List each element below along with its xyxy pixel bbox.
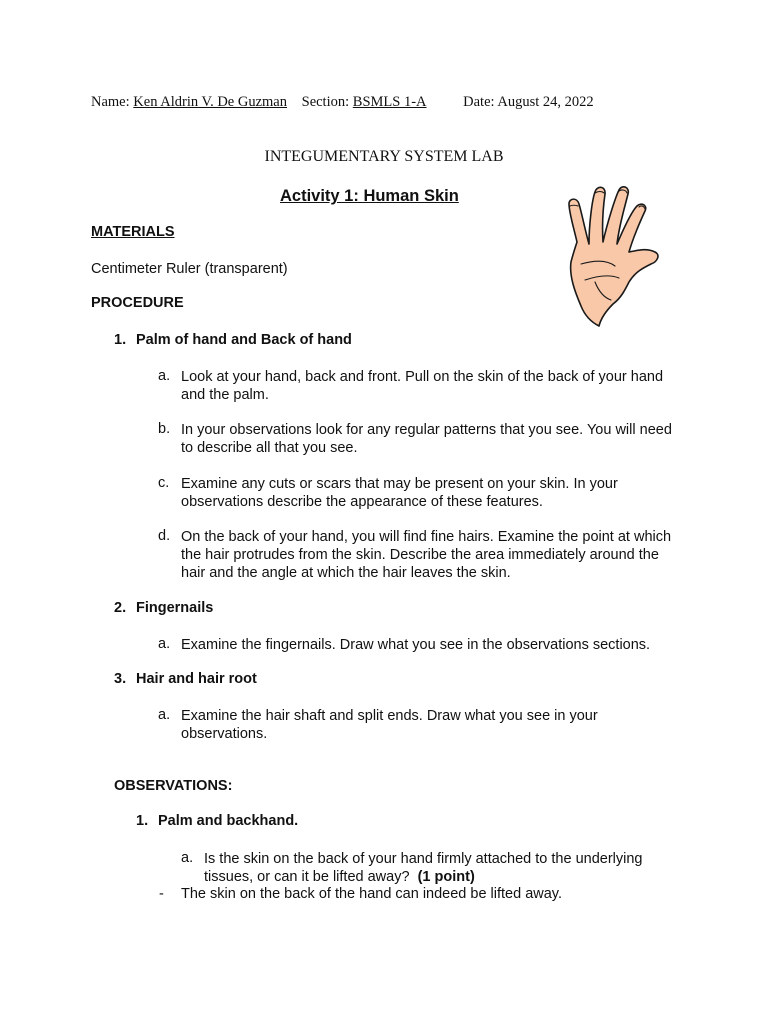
procedure-num-2: 2. [114,600,127,616]
question-letter: a. [181,850,194,866]
question-points: (1 point) [417,869,475,885]
observation-title-1: Palm and backhand. [158,813,299,829]
materials-item: Centimeter Ruler (transparent) [91,261,288,277]
name-label: Name: [91,94,130,110]
list-item: Examine any cuts or scars that may be present on your skin. In your observations describe the appearance of these features. [181,476,618,510]
activity-title: Activity 1: Human Skin [280,187,459,205]
observations-heading: OBSERVATIONS: [114,778,233,794]
procedure-num-1: 1. [114,332,127,348]
date-label: Date: August 24, 2022 [463,94,594,110]
list-item-letter: a. [158,368,171,384]
section-label: Section: [301,94,350,110]
list-item: In your observations look for any regular patterns that you see. You will need to describe all that you see. [181,422,672,456]
header-line [91,94,594,111]
observation-num-1: 1. [136,813,149,829]
name-value: Ken Aldrin V. De Guzman [133,94,287,110]
list-item-letter: a. [158,636,171,652]
question-text [204,850,674,886]
procedure-title-3: Hair and hair root [136,671,257,687]
answer-dash: - [159,886,164,902]
procedure-heading: PROCEDURE [91,295,184,311]
materials-heading: MATERIALS [91,224,175,240]
list-item: On the back of your hand, you will find fine hairs. Examine the point at which the hair protrudes from the skin. Describe the area immediately around the hair and the angle at which the hair leaves the skin. [181,529,672,581]
list-item: Look at your hand, back and front. Pull on the skin of the back of your hand and the palm. [181,369,664,403]
document-title: INTEGUMENTARY SYSTEM LAB [264,148,504,165]
question-body: Is the skin on the back of your hand firmly attached to the underlying tissues, or can it be lifted away? [204,851,643,885]
list-item-letter: d. [158,528,171,544]
list-item: Examine the fingernails. Draw what you see in the observations sections. [181,637,651,653]
section-value: BSMLS 1-A [352,94,427,110]
list-item-letter: b. [158,421,171,437]
answer-text: The skin on the back of the hand can indeed be lifted away. [181,886,563,902]
list-item-letter: a. [158,707,171,723]
procedure-num-3: 3. [114,671,127,687]
list-item-letter: c. [158,475,170,491]
procedure-title-2: Fingernails [136,600,214,616]
procedure-title-1: Palm of hand and Back of hand [136,332,352,348]
list-item: Examine the hair shaft and split ends. Draw what you see in your observations. [181,708,598,742]
hand-icon [555,180,685,330]
